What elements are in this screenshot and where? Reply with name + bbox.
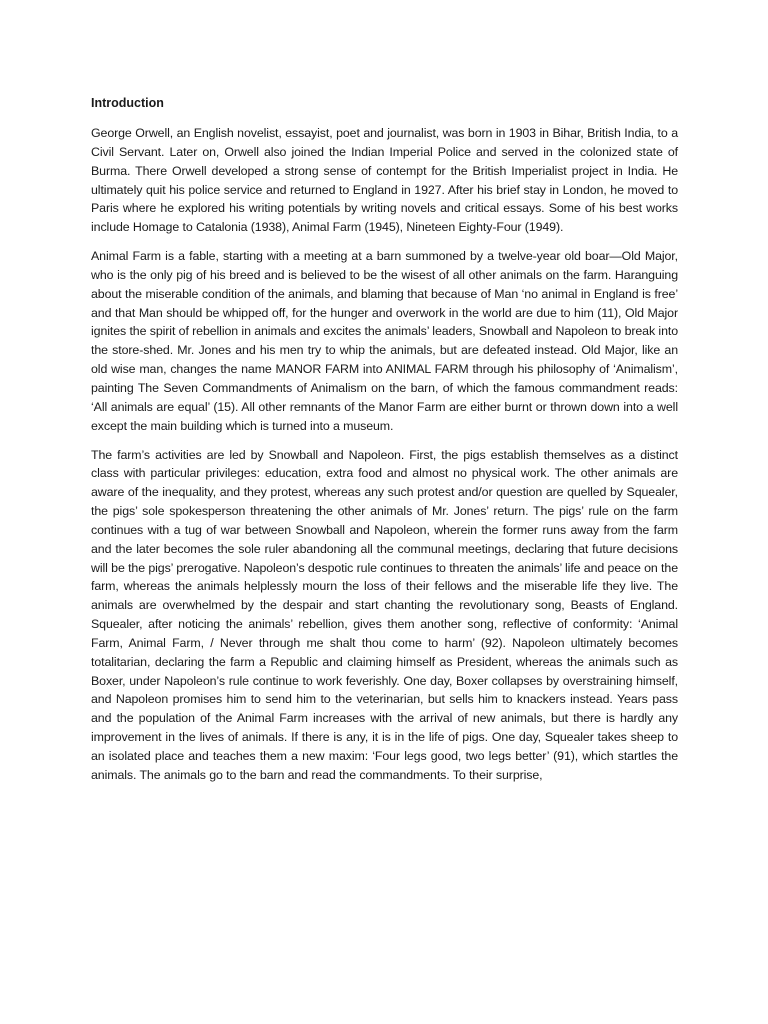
section-heading: Introduction	[91, 96, 164, 110]
paragraph-orwell-biography: George Orwell, an English novelist, essayist, poet and journalist, was born in 1903 in Bihar, British India, to a Civil Servant. Later on, Orwell also joined the Indian Imperial Police and served in the colonized state of Burma. There Orwell developed a strong sense of contempt for the British Imperialist project in India. He ultimately quit his police service and returned to England in 1927. After his brief stay in London, he moved to Paris where he explored his writing potentials by writing novels and critical essays. Some of his best works include Homage to Catalonia (1938), Animal Farm (1945), Nineteen Eighty-Four (1949).	[91, 126, 678, 235]
paragraph-fable-summary: Animal Farm is a fable, starting with a meeting at a barn summoned by a twelve-year old boar—Old Major, who is the only pig of his breed and is believed to be the wisest of all other animals on the farm. Haranguing about the miserable condition of the animals, and blaming that because of Man ‘no animal in England is free’ and that Man should be whipped off, for the hunger and overwork in the world are due to him (11), Old Major ignites the spirit of rebellion in animals and excites the animals’ leaders, Snowball and Napoleon to break into the store-shed. Mr. Jones and his men try to whip the animals, but are defeated instead. Old Major, like an old wise man, changes the name MANOR FARM into ANIMAL FARM through his philosophy of ‘Animalism’, painting The Seven Commandments of Animalism on the barn, of which the famous commandment reads: ‘All animals are equal’ (15). All other remnants of the Manor Farm are either burnt or thrown down into a well except the main building which is turned into a museum.	[91, 249, 678, 433]
paragraph-farm-activities: The farm’s activities are led by Snowball and Napoleon. First, the pigs establish themselves as a distinct class with particular privileges: education, extra food and almost no physical work. The other animals are aware of the inequality, and they protest, whereas any such protest and/or question are quelled by Squealer, the pigs’ sole spokesperson threatening the other animals of Mr. Jones’ return. The pigs’ rule on the farm continues with a tug of war between Snowball and Napoleon, wherein the former runs away from the farm and the later becomes the sole ruler abandoning all the communal meetings, declaring that future decisions will be the pigs’ prerogative. Napoleon’s despotic rule continues to threaten the animals’ life and peace on the farm, whereas the animals helplessly mourn the loss of their fellows and the miserable life they live. The animals are overwhelmed by the despair and start chanting the revolutionary song, Beasts of England. Squealer, after noticing the animals’ rebellion, gives them another song, reflective of conformity: ‘Animal Farm, Animal Farm, / Never through me shalt thou come to harm’ (92). Napoleon ultimately becomes totalitarian, declaring the farm a Republic and claiming himself as President, whereas the animals such as Boxer, under Napoleon’s rule continue to work feverishly. One day, Boxer collapses by overstraining himself, and Napoleon promises him to send him to the veterinarian, but sells him to knackers instead. Years pass and the population of the Animal Farm increases with the arrival of new animals, but there is hardly any improvement in the lives of animals. If there is any, it is in the life of pigs. One day, Squealer takes sheep to an isolated place and teaches them a new maxim: ‘Four legs good, two legs better’ (91), which startles the animals. The animals go to the barn and read the commandments. To their surprise,	[91, 447, 678, 782]
document-body	[91, 93, 678, 795]
